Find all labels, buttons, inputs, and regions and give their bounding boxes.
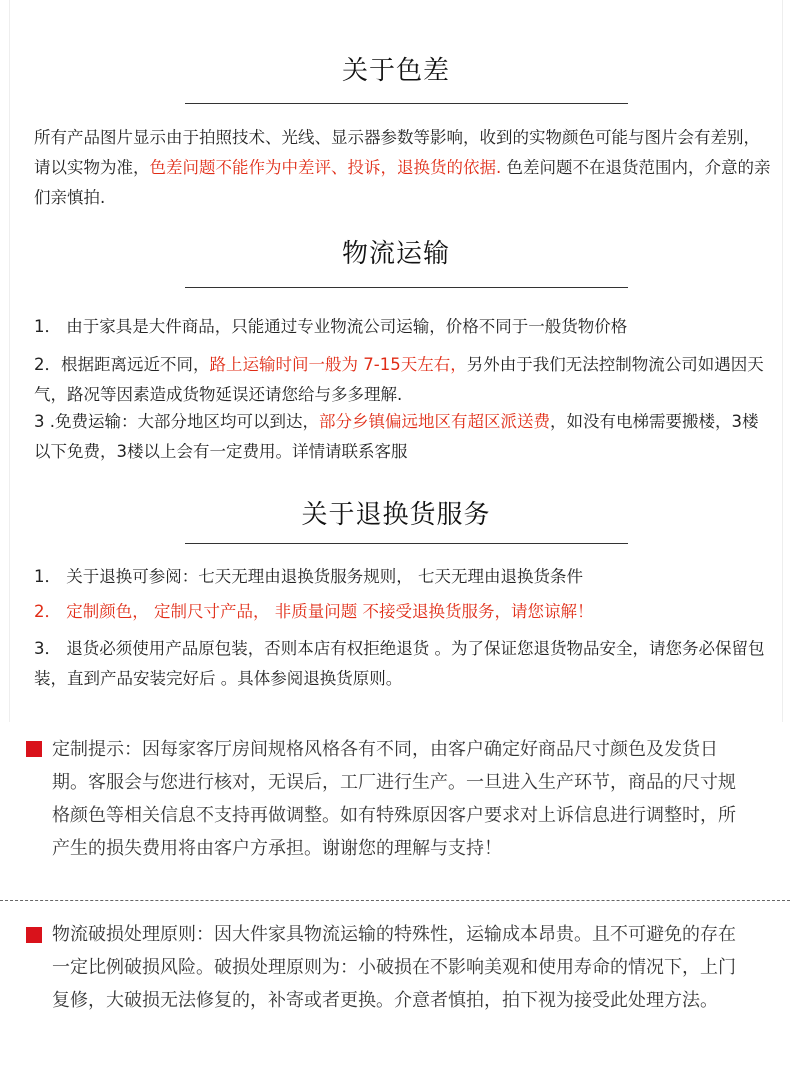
logistics-item-3 — [34, 407, 774, 467]
red-square-bullet-icon — [26, 741, 42, 757]
dashed-divider — [0, 900, 790, 901]
returns-item-1: 1． 关于退换可参阅：七天无理由退换货服务规则， 七天无理由退换货条件 — [34, 567, 583, 586]
logistics-item-3-highlight: 部分乡镇偏远地区有超区派送费 — [319, 412, 550, 431]
damage-policy-note: 物流破损处理原则：因大件家具物流运输的特殊性，运输成本昂贵。且不可避免的存在一定比例破损风险。破损处理原则为：小破损在不影响美观和使用寿命的情况下，上门复修，大破损无法修复的，补寄或者更换。介意者慎拍，拍下视为接受此处理方法。 — [52, 924, 736, 1011]
color-text-highlight: 色差问题不能作为中差评、投诉，退换货的依据. — [149, 158, 502, 177]
custom-order-note: 定制提示：因每家客厅房间规格风格各有不同，由客户确定好商品尺寸颜色及发货日期。客服会与您进行核对，无误后，工厂进行生产。一旦进入生产环节，商品的尺寸规格颜色等相关信息不支持再做调整。如有特殊原因客户要求对上诉信息进行调整时，所产生的损失费用将由客户方承担。谢谢您的理解与支持！ — [52, 739, 736, 859]
logistics-item-2 — [34, 350, 774, 410]
title-underline — [185, 543, 628, 544]
logistics-item-2-part2: 另外由于我们无法控制物流公司如遇因天气，路况等因素造成货物延误还请您给与多多理解. — [34, 355, 764, 404]
logistics-item-1: 1． 由于家具是大件商品，只能通过专业物流公司运输，价格不同于一般货物价格 — [34, 317, 628, 336]
logistics-item-2-highlight: 路上运输时间一般为 7-15天左右， — [209, 355, 467, 374]
policy-panel — [9, 0, 783, 722]
section-title-logistics: 物流运输 — [341, 239, 450, 269]
logistics-item-3-part1: 3 .免费运输：大部分地区均可以到达， — [34, 412, 319, 431]
title-underline — [185, 287, 628, 288]
red-square-bullet-icon — [26, 927, 42, 943]
section-title-color-difference: 关于色差 — [341, 56, 450, 86]
logistics-item-3-part2: ，如没有电梯需要搬楼，3楼以下免费，3楼以上会有一定费用。详情请联系客服 — [34, 412, 759, 461]
color-text-part2: 色差问题不在退货范围内，介意的亲们亲慎拍. — [34, 158, 771, 207]
logistics-item-2-part1: 2．根据距离远近不同， — [34, 355, 210, 374]
color-difference-text — [34, 123, 774, 213]
returns-item-3: 3． 退货必须使用产品原包装，否则本店有权拒绝退货 。为了保证您退货物品安全，请您务必保留包装，直到产品安装完好后 。具体参阅退换货原则。 — [34, 639, 765, 688]
color-text-part1: 所有产品图片显示由于拍照技术、光线、显示器参数等影响，收到的实物颜色可能与图片会有差别，请以实物为准， — [34, 128, 760, 177]
returns-item-2: 2． 定制颜色， 定制尺寸产品， 非质量问题 不接受退换货服务，请您谅解！ — [34, 602, 594, 621]
section-title-returns: 关于退换货服务 — [301, 500, 491, 530]
title-underline — [185, 103, 628, 104]
